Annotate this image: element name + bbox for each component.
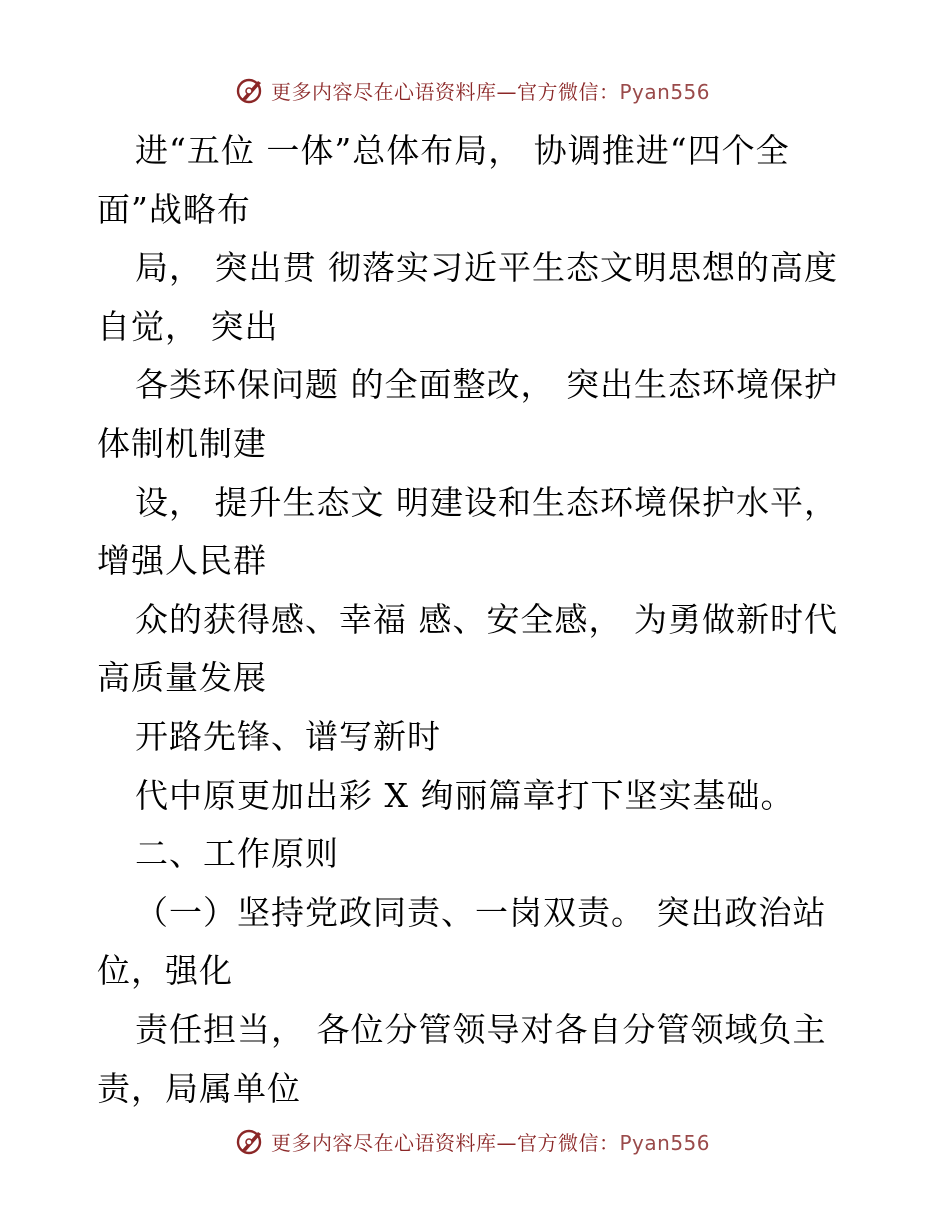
text-line: 开路先锋、谱写新时 bbox=[135, 716, 441, 756]
text-line: 各类环保问题 的全面整改， 突出生态环境保护 bbox=[135, 365, 838, 405]
quill-in-circle-icon bbox=[236, 75, 266, 105]
watermark-main: 更多内容尽在心语资料库—官方微信： bbox=[271, 79, 620, 104]
text-line: 责任担当， 各位分管领导对各自分管领域负主 bbox=[135, 1009, 827, 1049]
text-line: 局， 突出贯 彻落实习近平生态文明思想的高度 bbox=[135, 248, 838, 288]
watermark-text bbox=[271, 1127, 710, 1156]
text-line: 设， 提升生态文 明建设和生态环境保护水平， bbox=[135, 482, 838, 522]
watermark-id: Pyan556 bbox=[619, 79, 711, 104]
document-body bbox=[97, 122, 857, 1118]
header-watermark bbox=[236, 73, 710, 107]
text-line: 众的获得感、幸福 感、安全感， 为勇做新时代 bbox=[135, 599, 838, 639]
watermark-text bbox=[271, 76, 710, 105]
text-line: 自觉， 突出 bbox=[97, 306, 279, 346]
text-line: 增强人民群 bbox=[97, 541, 267, 581]
footer-watermark bbox=[236, 1124, 710, 1158]
text-line: 高质量发展 bbox=[97, 658, 267, 698]
quill-in-circle-icon bbox=[236, 1126, 266, 1156]
text-line: 责，局属单位 bbox=[97, 1068, 301, 1108]
text-line: 二、工作原则 bbox=[135, 834, 339, 874]
watermark-main: 更多内容尽在心语资料库—官方微信： bbox=[271, 1130, 620, 1155]
text-line: 进“五位 一体”总体布局， 协调推进“四个全 bbox=[135, 131, 790, 170]
text-line: 代中原更加出彩 X 绚丽篇章打下坚实基础。 bbox=[135, 775, 795, 815]
text-line: 体制机制建 bbox=[97, 423, 267, 463]
text-line: 面”战略布 bbox=[97, 189, 251, 229]
text-line: （一）坚持党政同责、一岗双责。 突出政治站 bbox=[135, 892, 827, 932]
watermark-id: Pyan556 bbox=[619, 1130, 711, 1155]
text-line: 位，强化 bbox=[97, 951, 233, 991]
